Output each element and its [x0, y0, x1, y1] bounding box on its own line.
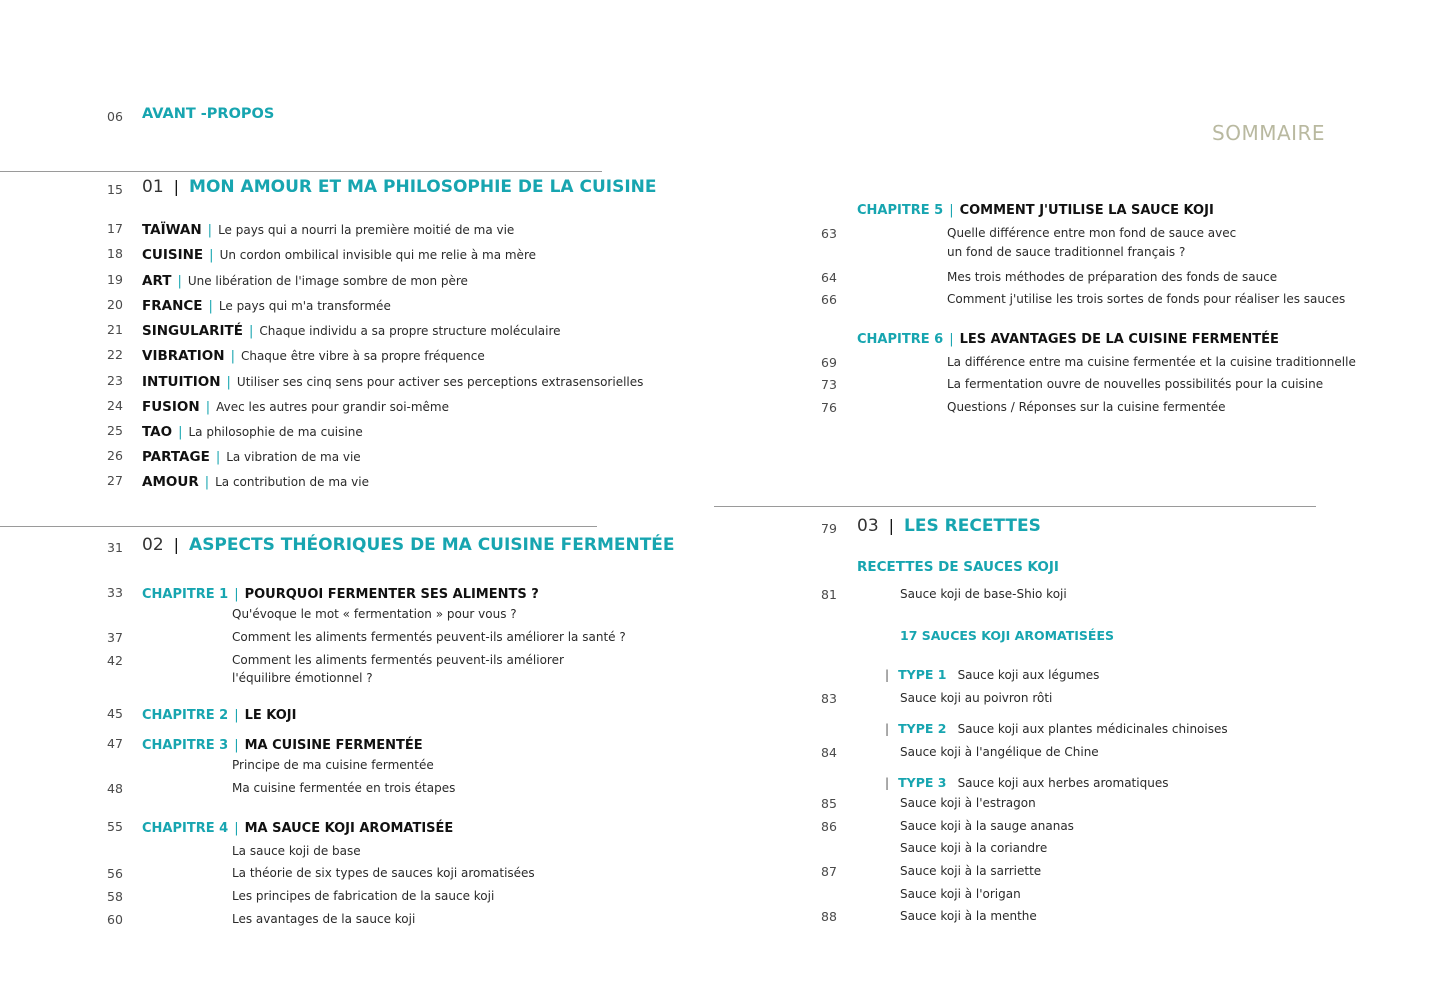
separator-bar: | [205, 400, 211, 415]
ch2-page: 45 [107, 706, 123, 721]
type-2-text: Sauce koji aux plantes médicinales chinoises [957, 722, 1228, 736]
type-3-text: Sauce koji aux herbes aromatiques [957, 776, 1169, 790]
aromatized-heading[interactable]: 17 SAUCES KOJI AROMATISÉES [900, 628, 1114, 643]
part2-number: 02 [142, 535, 164, 555]
toc-entry-page: 18 [107, 246, 123, 261]
subsection-title[interactable]: RECETTES DE SAUCES KOJI [857, 559, 1059, 575]
keyword-description: La philosophie de ma cuisine [188, 425, 363, 439]
keyword-description: Une libération de l'image sombre de mon père [187, 274, 468, 288]
toc-entry-page: 81 [821, 587, 837, 602]
toc-entry-page: 86 [821, 819, 837, 834]
chapter-4-heading[interactable] [142, 817, 453, 836]
toc-entry[interactable]: Sauce koji de base-Shio koji [900, 587, 1067, 601]
part1-heading[interactable] [142, 177, 657, 197]
list-item[interactable] [142, 320, 561, 339]
separator-bar: | [234, 587, 239, 602]
list-item[interactable] [142, 345, 485, 364]
toc-entry-page: 66 [821, 292, 837, 307]
separator-bar: | [173, 177, 180, 196]
toc-entry[interactable]: Sauce koji à l'origan [900, 887, 1021, 901]
list-item[interactable] [142, 270, 468, 289]
part1-title: MON AMOUR ET MA PHILOSOPHIE DE LA CUISINE [189, 177, 657, 197]
keyword: TAÏWAN [142, 222, 202, 238]
part3-heading[interactable] [857, 516, 1041, 536]
keyword-description: Utiliser ses cinq sens pour activer ses perceptions extrasensorielles [236, 375, 644, 389]
list-item[interactable] [142, 471, 369, 490]
toc-entry-page: 69 [821, 355, 837, 370]
list-item[interactable] [142, 446, 361, 465]
list-item[interactable] [142, 421, 363, 440]
toc-entry[interactable]: La fermentation ouvre de nouvelles possibilités pour la cuisine [947, 377, 1324, 391]
part3-title: LES RECETTES [904, 516, 1041, 536]
chapter-4-label: CHAPITRE 4 [142, 821, 229, 836]
toc-entry[interactable]: Les principes de fabrication de la sauce koji [232, 889, 495, 903]
separator-bar: | [885, 776, 890, 790]
keyword: FRANCE [142, 298, 203, 314]
chapter-2-title: LE KOJI [244, 708, 297, 723]
chapter-3-label: CHAPITRE 3 [142, 738, 229, 753]
toc-entry[interactable]: La théorie de six types de sauces koji aromatisées [232, 866, 535, 880]
separator-bar: | [234, 821, 239, 836]
toc-entry[interactable]: Mes trois méthodes de préparation des fonds de sauce [947, 270, 1278, 284]
toc-entry-page: 19 [107, 272, 123, 287]
separator-bar: | [234, 708, 239, 723]
separator-bar: | [209, 248, 214, 263]
chapter-3-title: MA CUISINE FERMENTÉE [244, 738, 423, 753]
toc-entry-page: 27 [107, 473, 123, 488]
chapter-5-title: COMMENT J'UTILISE LA SAUCE KOJI [959, 203, 1214, 218]
toc-entry[interactable]: Sauce koji à l'estragon [900, 796, 1036, 810]
toc-entry[interactable]: Sauce koji à la menthe [900, 909, 1037, 923]
toc-entry-page: 58 [107, 889, 123, 904]
toc-entry[interactable]: Sauce koji à la sarriette [900, 864, 1042, 878]
toc-entry-page: 88 [821, 909, 837, 924]
toc-entry[interactable]: La sauce koji de base [232, 844, 361, 858]
toc-entry-continued[interactable]: un fond de sauce traditionnel français ? [947, 245, 1186, 259]
ch3-page: 47 [107, 736, 123, 751]
toc-entry-page: 73 [821, 377, 837, 392]
list-item[interactable] [142, 396, 449, 415]
avant-propos-page: 06 [107, 109, 123, 124]
toc-entry[interactable]: Les avantages de la sauce koji [232, 912, 416, 926]
toc-entry-page: 37 [107, 630, 123, 645]
toc-entry[interactable]: Sauce koji à la coriandre [900, 841, 1048, 855]
separator-bar: | [177, 274, 182, 289]
part2-page: 31 [107, 540, 123, 555]
chapter-6-title: LES AVANTAGES DE LA CUISINE FERMENTÉE [959, 332, 1279, 347]
keyword: CUISINE [142, 247, 204, 263]
keyword: INTUITION [142, 374, 221, 390]
keyword-description: Chaque être vibre à sa propre fréquence [240, 349, 485, 363]
toc-entry[interactable]: Questions / Réponses sur la cuisine fermentée [947, 400, 1226, 414]
keyword-description: Chaque individu a sa propre structure moléculaire [259, 324, 561, 338]
toc-entry-page: 76 [821, 400, 837, 415]
type-2-label: TYPE 2 [898, 721, 947, 736]
list-item[interactable] [142, 219, 514, 238]
chapter-4-title: MA SAUCE KOJI AROMATISÉE [244, 821, 454, 836]
separator-bar: | [234, 738, 239, 753]
toc-entry[interactable]: Sauce koji à l'angélique de Chine [900, 745, 1099, 759]
keyword: SINGULARITÉ [142, 323, 243, 339]
chapter-6-label: CHAPITRE 6 [857, 332, 944, 347]
toc-entry-page: 56 [107, 866, 123, 881]
part2-title: ASPECTS THÉORIQUES DE MA CUISINE FERMENTÉE [189, 535, 675, 555]
toc-entry-page: 83 [821, 691, 837, 706]
toc-entry-page: 20 [107, 297, 123, 312]
separator-bar: | [208, 299, 213, 314]
toc-entry[interactable]: Principe de ma cuisine fermentée [232, 758, 434, 772]
toc-entry[interactable]: Comment les aliments fermentés peuvent-ils améliorer [232, 653, 564, 667]
part1-page: 15 [107, 182, 123, 197]
keyword: TAO [142, 424, 173, 440]
separator-bar: | [949, 203, 954, 218]
separator-bar: | [249, 324, 254, 339]
toc-entry-page: 24 [107, 398, 123, 413]
separator-bar: | [885, 722, 890, 736]
toc-entry-continued[interactable]: l'équilibre émotionnel ? [232, 671, 373, 685]
chapter-3-heading[interactable] [142, 734, 423, 753]
divider-part1 [0, 171, 602, 172]
separator-bar: | [226, 375, 231, 390]
toc-entry[interactable]: Ma cuisine fermentée en trois étapes [232, 781, 456, 795]
list-item[interactable] [142, 371, 643, 390]
type-2-heading[interactable] [885, 718, 1228, 737]
type-1-heading[interactable] [885, 664, 1099, 683]
ch4-page: 55 [107, 819, 123, 834]
toc-entry-page: 21 [107, 322, 123, 337]
toc-entry-page: 84 [821, 745, 837, 760]
toc-entry-page: 22 [107, 347, 123, 362]
separator-bar: | [949, 332, 954, 347]
part2-heading[interactable] [142, 535, 675, 555]
toc-entry-page: 48 [107, 781, 123, 796]
keyword: PARTAGE [142, 449, 210, 465]
toc-entry[interactable]: Quelle différence entre mon fond de sauce avec [947, 226, 1237, 240]
keyword-description: Le pays qui a nourri la première moitié de ma vie [218, 223, 515, 237]
keyword-description: La contribution de ma vie [215, 475, 369, 489]
type-3-heading[interactable] [885, 772, 1168, 791]
toc-entry[interactable]: Sauce koji au poivron rôti [900, 691, 1053, 705]
part1-number: 01 [142, 177, 164, 197]
keyword: FUSION [142, 399, 200, 415]
toc-entry-page: 25 [107, 423, 123, 438]
toc-entry-page: 63 [821, 226, 837, 241]
type-1-label: TYPE 1 [898, 667, 947, 682]
keyword-description: La vibration de ma vie [226, 450, 361, 464]
separator-bar: | [207, 223, 213, 238]
keyword-description: Un cordon ombilical invisible qui me relie à ma mère [219, 248, 536, 262]
divider-part3 [714, 506, 1316, 507]
divider-part2 [0, 526, 597, 527]
list-item[interactable] [142, 244, 536, 263]
toc-entry-page: 26 [107, 448, 123, 463]
toc-entry-page: 60 [107, 912, 123, 927]
toc-entry[interactable]: Qu'évoque le mot « fermentation » pour vous ? [232, 607, 517, 621]
toc-entry[interactable]: Sauce koji à la sauge ananas [900, 819, 1074, 833]
chapter-1-heading[interactable] [142, 583, 539, 602]
chapter-1-label: CHAPITRE 1 [142, 587, 229, 602]
keyword-description: Avec les autres pour grandir soi-même [216, 400, 450, 414]
chapter-6-heading[interactable] [857, 328, 1279, 347]
type-3-label: TYPE 3 [898, 775, 947, 790]
list-item[interactable] [142, 295, 391, 314]
separator-bar: | [888, 516, 895, 535]
separator-bar: | [230, 349, 235, 364]
toc-entry-page: 64 [821, 270, 837, 285]
chapter-5-label: CHAPITRE 5 [857, 203, 944, 218]
keyword: ART [142, 273, 172, 289]
toc-entry-page: 17 [107, 221, 123, 236]
chapter-2-label: CHAPITRE 2 [142, 708, 229, 723]
toc-entry-page: 42 [107, 653, 123, 668]
keyword-description: Le pays qui m'a transformée [218, 299, 391, 313]
separator-bar: | [885, 668, 890, 682]
chapter-2-heading[interactable] [142, 704, 296, 723]
toc-entry-page: 23 [107, 373, 123, 388]
page-title: SOMMAIRE [1212, 121, 1326, 145]
chapter-5-heading[interactable] [857, 199, 1214, 218]
avant-propos-link[interactable]: AVANT -PROPOS [142, 106, 275, 122]
separator-bar: | [178, 425, 183, 440]
keyword: VIBRATION [142, 348, 225, 364]
separator-bar: | [215, 450, 221, 465]
keyword: AMOUR [142, 474, 199, 490]
chapter-1-title: POURQUOI FERMENTER SES ALIMENTS ? [244, 587, 539, 602]
toc-entry[interactable]: Comment les aliments fermentés peuvent-ils améliorer la santé ? [232, 630, 626, 644]
part3-number: 03 [857, 516, 879, 536]
type-1-text: Sauce koji aux légumes [957, 668, 1100, 682]
ch1-page: 33 [107, 585, 123, 600]
toc-entry-page: 87 [821, 864, 837, 879]
toc-entry[interactable]: La différence entre ma cuisine fermentée et la cuisine traditionnelle [947, 355, 1356, 369]
separator-bar: | [173, 535, 180, 554]
toc-entry-page: 85 [821, 796, 837, 811]
part3-page: 79 [821, 521, 837, 536]
separator-bar: | [204, 475, 210, 490]
toc-entry[interactable]: Comment j'utilise les trois sortes de fonds pour réaliser les sauces [947, 292, 1346, 306]
